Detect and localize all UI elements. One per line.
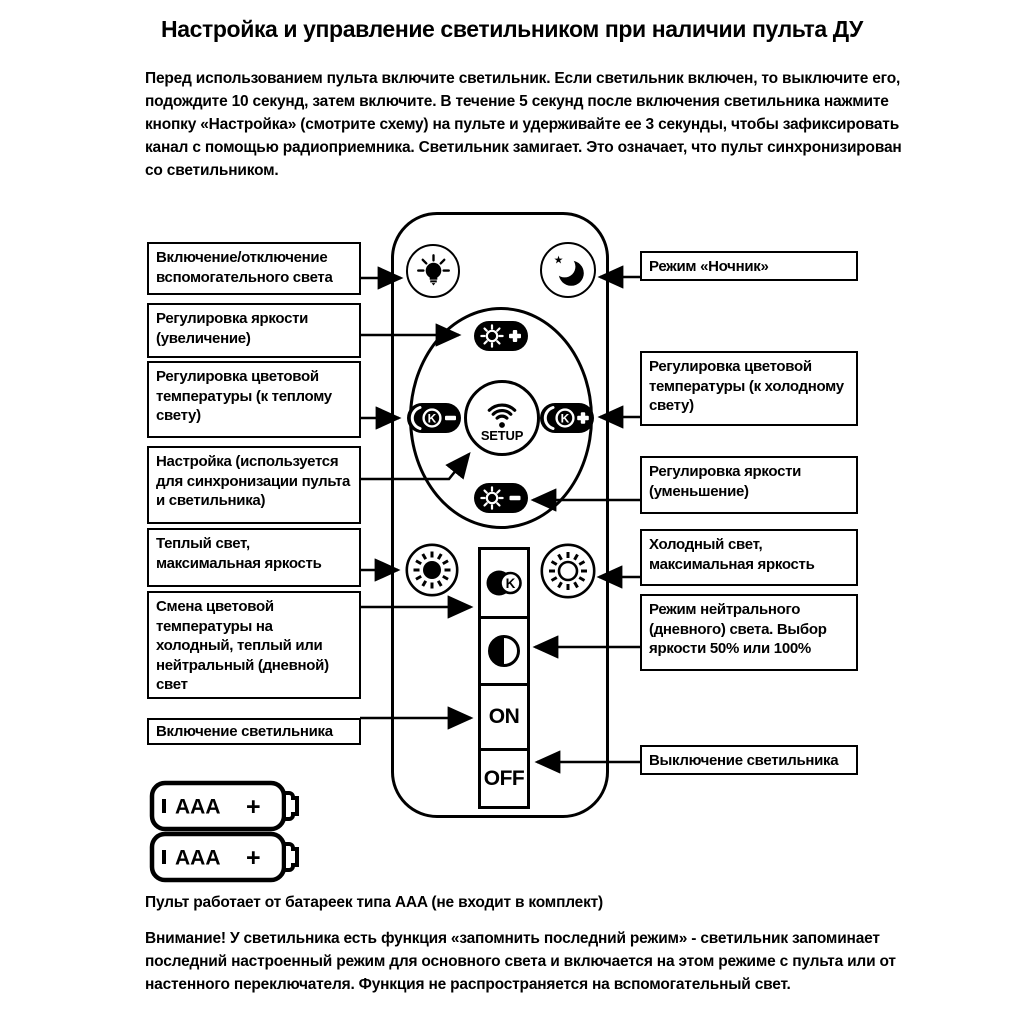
k-letter: K	[560, 411, 570, 426]
intro-paragraph: Перед использованием пульта включите светильник. Если светильник включен, то выключите его, подождите 10 секунд, затем включите. В течение 5 секунд после включения светильника нажмите кнопку «Настройка» (смотрите схему) на пульте и удерживайте ее 3 секунды, чтобы зафиксировать канал с помощью радиоприемника. Светильник замигает. Это означает, что пульт синхронизирован со светильником.	[145, 70, 902, 179]
minus-icon	[510, 496, 521, 500]
aux-light-button	[406, 244, 460, 298]
k-letter: K	[427, 411, 437, 426]
temp-warm-button	[407, 403, 461, 433]
brightness-down-button	[474, 483, 528, 513]
battery	[149, 779, 301, 833]
svg-text:★: ★	[553, 254, 563, 267]
brightness-up-button	[474, 321, 528, 351]
minus-icon	[445, 416, 456, 420]
cool-sun-icon	[540, 543, 596, 599]
callout-aux-light: Включение/отключение вспомогательного света	[147, 242, 361, 295]
callout-off: Выключение светильника	[640, 745, 858, 775]
battery-nub	[284, 793, 297, 819]
button-column	[478, 547, 530, 809]
callout-temp-warm: Регулировка цветовой температуры (к теплому свету)	[147, 361, 361, 438]
moon-star-icon	[543, 245, 594, 296]
callout-neutral-mode: Режим нейтрального (дневного) света. Выбор яркости 50% или 100%	[640, 594, 858, 671]
callout-cool-max: Холодный свет, максимальная яркость	[640, 529, 858, 586]
callout-setup: Настройка (используется для синхронизации пульта и светильника)	[147, 446, 361, 524]
half-circle-icon	[486, 633, 522, 669]
battery-plus-label: +	[246, 844, 261, 872]
cool-light-button	[540, 543, 596, 599]
callout-temp-cycle: Смена цветовой температуры на холодный, теплый или нейтральный (дневной) свет	[147, 591, 361, 699]
temp-cool-button	[540, 403, 594, 433]
battery	[149, 830, 301, 884]
warm-light-button	[405, 543, 459, 597]
night-mode-button	[540, 242, 596, 298]
on-button	[481, 683, 527, 748]
callout-on: Включение светильника	[147, 718, 361, 745]
battery-icon	[149, 830, 301, 884]
battery-plus-label: +	[246, 793, 261, 821]
page-title: Настройка и управление светильником при наличии пульта ДУ	[161, 16, 863, 42]
callout-warm-max: Теплый свет, максимальная яркость	[147, 528, 361, 587]
wifi-icon	[480, 394, 524, 429]
kelvin-crescent-icon	[484, 567, 524, 599]
k-letter: K	[505, 576, 516, 591]
bulb-icon	[409, 247, 458, 296]
callout-brightness-down: Регулировка яркости (уменьшение)	[640, 456, 858, 514]
callout-brightness-up: Регулировка яркости (увеличение)	[147, 303, 361, 358]
callout-night-mode: Режим «Ночник»	[640, 251, 858, 281]
setup-label: SETUP	[480, 427, 524, 443]
battery-type-label: AAA	[175, 846, 221, 870]
warm-sun-icon	[405, 543, 459, 597]
battery-nub	[284, 844, 297, 870]
callout-temp-cool: Регулировка цветовой температуры (к холодному свету)	[640, 351, 858, 426]
off-label: OFF	[483, 766, 525, 790]
neutral-mode-button	[481, 616, 527, 683]
battery-note: Пульт работает от батареек типа AAA (не входит в комплект)	[145, 894, 604, 911]
battery-type-label: AAA	[175, 795, 221, 819]
off-button	[481, 748, 527, 806]
on-label: ON	[488, 705, 520, 728]
warning-paragraph: Внимание! У светильника есть функция «запомнить последний режим» - светильник запоминает последний настроенный режим для основного света и включается на этом режиме с пульта или от настенного переключателя. Функция не распространяется на вспомогательный свет.	[145, 930, 896, 993]
setup-button	[464, 380, 540, 456]
battery-icon	[149, 779, 301, 833]
temp-cycle-button	[481, 550, 527, 616]
